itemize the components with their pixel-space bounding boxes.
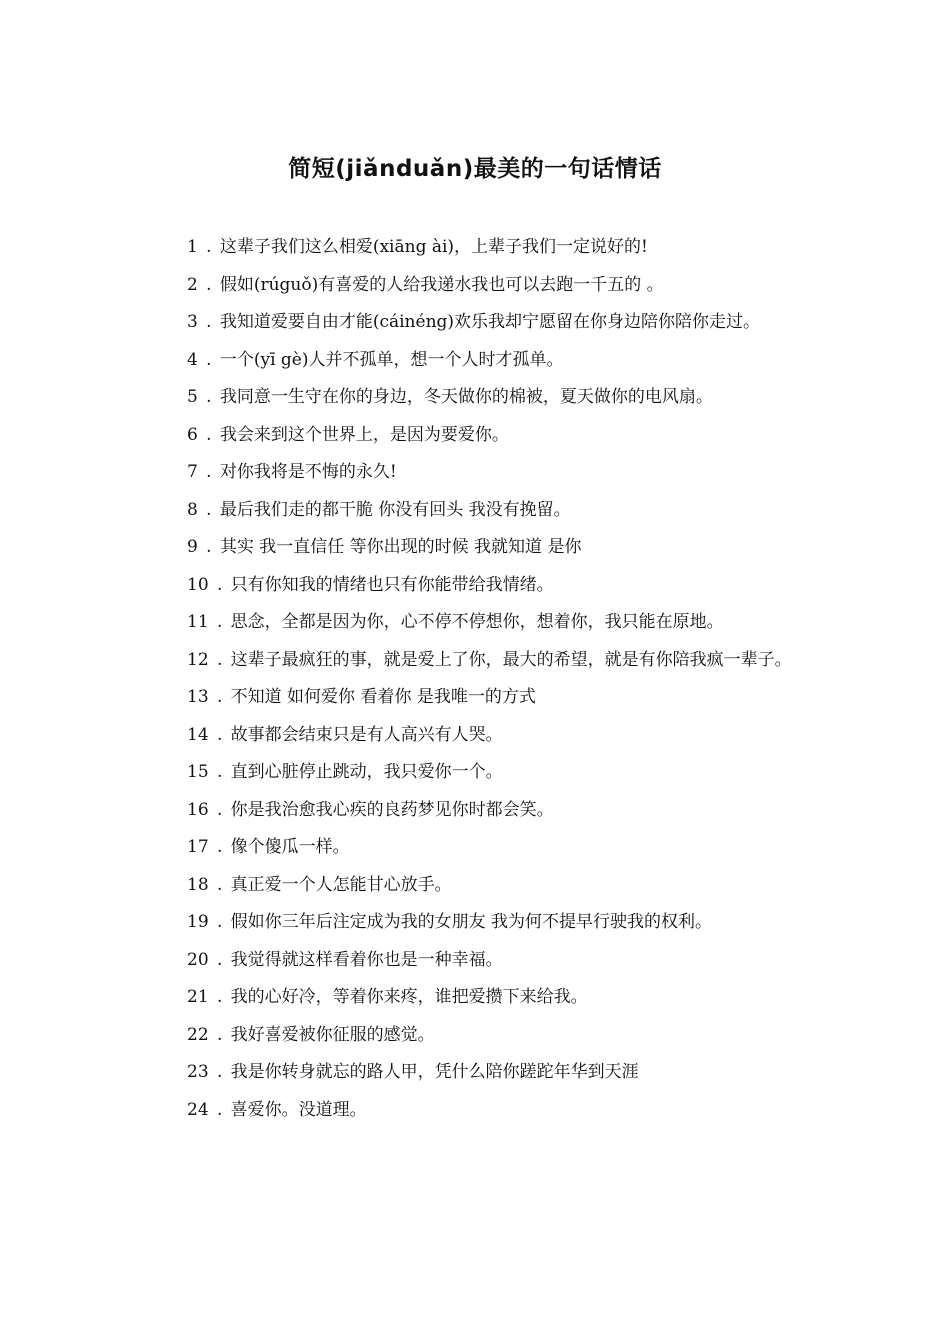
- item-text: 这辈子我们这么相爱(xiāng ài)，上辈子我们一定说好的!: [219, 237, 648, 257]
- item-text: 我是你转身就忘的路人甲，凭什么陪你蹉跎年华到天涯: [230, 1062, 639, 1082]
- item-text: 你是我治愈我心疾的良药梦见你时都会笑。: [230, 799, 554, 820]
- item-separator: .: [206, 462, 212, 482]
- list-item: [150, 229, 795, 267]
- item-text: 喜爱你。没道理。: [230, 1099, 367, 1120]
- item-separator: .: [216, 987, 223, 1007]
- item-text: 其实 我一直信任 等你出现的时候 我就知道 是你: [219, 537, 582, 557]
- item-separator: .: [206, 312, 212, 332]
- item-separator: .: [206, 274, 212, 295]
- item-text: 我的心好冷，等着你来疼，谁把爱攒下来给我。: [230, 987, 588, 1007]
- list-item: [150, 979, 795, 1017]
- item-number: 4: [187, 349, 198, 370]
- item-number: 7: [187, 462, 198, 482]
- item-number: 19: [187, 912, 209, 932]
- item-separator: .: [206, 537, 212, 557]
- item-separator: .: [216, 1099, 223, 1120]
- item-text: 我觉得就这样看着你也是一种幸福。: [230, 949, 503, 970]
- item-number: 24: [187, 1099, 209, 1120]
- item-number: 1: [187, 237, 198, 257]
- item-text: 我好喜爱被你征服的感觉。: [230, 1024, 435, 1045]
- list-item: [150, 1017, 795, 1055]
- list-item: [150, 417, 795, 455]
- item-separator: .: [216, 837, 223, 857]
- item-text: 故事都会结束只是有人高兴有人哭。: [230, 724, 503, 745]
- list-item: [150, 867, 795, 905]
- list-item: [150, 379, 795, 417]
- list-item: [150, 1054, 795, 1092]
- item-separator: .: [216, 1024, 223, 1045]
- item-number: 12: [187, 649, 209, 670]
- list-item: [150, 304, 795, 342]
- list-item: [150, 492, 795, 530]
- item-text: 我会来到这个世界上，是因为要爱你。: [219, 424, 509, 445]
- item-text: 我同意一生守在你的身边，冬天做你的棉被，夏天做你的电风扇。: [219, 387, 713, 407]
- list-item: [150, 342, 795, 380]
- item-text: 假如(rúguǒ)有喜爱的人给我递水我也可以去跑一千五的 。: [219, 274, 664, 295]
- item-separator: .: [216, 687, 223, 707]
- item-number: 6: [187, 424, 198, 445]
- item-number: 9: [187, 537, 198, 557]
- item-text: 像个傻瓜一样。: [230, 837, 350, 857]
- item-separator: .: [206, 349, 212, 370]
- item-number: 15: [187, 762, 209, 782]
- item-text: 只有你知我的情绪也只有你能带给我情绪。: [230, 574, 554, 595]
- item-text: 一个(yī gè)人并不孤单，想一个人时才孤单。: [219, 349, 564, 370]
- item-number: 10: [187, 574, 209, 595]
- list-item: [150, 904, 795, 942]
- list-item: [150, 604, 795, 642]
- item-separator: .: [216, 612, 223, 632]
- document-title: 简短(jiǎnduǎn)最美的一句话情话: [288, 156, 662, 182]
- item-separator: .: [206, 499, 212, 520]
- item-number: 23: [187, 1062, 209, 1082]
- item-text: 假如你三年后注定成为我的女朋友 我为何不提早行驶我的权利。: [230, 912, 713, 932]
- list-item: [150, 754, 795, 792]
- item-number: 13: [187, 687, 209, 707]
- list-item: [150, 829, 795, 867]
- item-number: 21: [187, 987, 209, 1007]
- item-number: 3: [187, 312, 198, 332]
- item-separator: .: [216, 799, 223, 820]
- item-text: 不知道 如何爱你 看着你 是我唯一的方式: [230, 687, 536, 707]
- list-item: [150, 454, 795, 492]
- list-item: [150, 942, 795, 980]
- item-separator: .: [206, 237, 212, 257]
- list-item: [150, 717, 795, 755]
- item-number: 16: [187, 799, 209, 820]
- item-separator: .: [216, 724, 223, 745]
- list-item: [150, 1092, 795, 1130]
- item-number: 18: [187, 874, 209, 895]
- list-item: [150, 529, 795, 567]
- item-text: 我知道爱要自由才能(cáinéng)欢乐我却宁愿留在你身边陪你陪你走过。: [219, 312, 761, 332]
- item-number: 5: [187, 387, 198, 407]
- item-text: 最后我们走的都干脆 你没有回头 我没有挽留。: [219, 499, 571, 520]
- item-number: 11: [187, 612, 209, 632]
- item-text: 这辈子最疯狂的事，就是爱上了你，最大的希望，就是有你陪我疯一辈子。: [230, 649, 792, 670]
- item-separator: .: [206, 424, 212, 445]
- item-number: 8: [187, 499, 198, 520]
- sentence-list: [150, 229, 795, 1129]
- item-separator: .: [216, 874, 223, 895]
- item-separator: .: [216, 762, 223, 782]
- item-separator: .: [206, 387, 212, 407]
- list-item: [150, 267, 795, 305]
- item-separator: .: [216, 912, 223, 932]
- list-item: [150, 642, 795, 680]
- item-separator: .: [216, 949, 223, 970]
- item-number: 22: [187, 1024, 209, 1045]
- list-item: [150, 792, 795, 830]
- item-text: 直到心脏停止跳动，我只爱你一个。: [230, 762, 503, 782]
- list-item: [150, 679, 795, 717]
- item-separator: .: [216, 1062, 223, 1082]
- list-item: [150, 567, 795, 605]
- item-number: 14: [187, 724, 209, 745]
- item-number: 17: [187, 837, 209, 857]
- item-text: 真正爱一个人怎能甘心放手。: [230, 874, 452, 895]
- item-separator: .: [216, 574, 223, 595]
- item-text: 对你我将是不悔的永久!: [219, 462, 397, 482]
- item-text: 思念，全都是因为你，心不停不停想你，想着你，我只能在原地。: [230, 612, 724, 632]
- item-number: 20: [187, 949, 209, 970]
- item-number: 2: [187, 274, 198, 295]
- item-separator: .: [216, 649, 223, 670]
